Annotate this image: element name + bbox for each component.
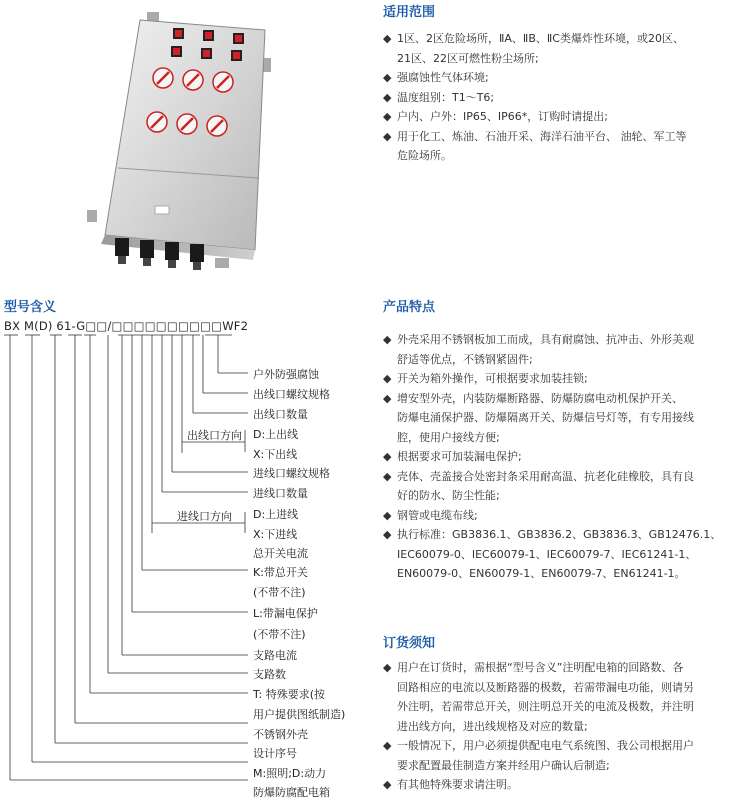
model-label: 进线口数量 [253, 487, 308, 500]
model-label: 出线口方向 [187, 429, 242, 442]
list-item: ◆ 温度组别：T1～T6; [383, 90, 495, 104]
model-label: 出线口数量 [253, 408, 308, 421]
model-label: 不锈钢外壳 [253, 728, 308, 741]
list-item: ◆ 开关为箱外操作，可根据要求加装挂锁; [383, 372, 588, 385]
model-title: 型号含义 [4, 300, 57, 315]
range-list [383, 29, 728, 166]
ordering-title: 订货须知 [383, 636, 436, 651]
model-label: (不带不注) [253, 586, 306, 599]
list-item: ◆ 外壳采用不锈钢板加工而成，具有耐腐蚀、抗冲击、外形美观 舒适等优点，不锈钢紧固件; [383, 333, 694, 366]
list-item: ◆ 户内、户外：IP65、IP66*，订购时请提出; [383, 110, 608, 123]
model-label: T: 特殊要求(按 [253, 688, 326, 701]
list-item: ◆ 1区、2区危险场所，ⅡA、ⅡB、ⅡC类爆炸性环境，或20区、 21区、22区可燃性粉尘场所; [383, 32, 684, 65]
model-label: L:带漏电保护 [253, 607, 318, 620]
model-label: D:上出线 [253, 428, 299, 441]
list-item: ◆ 有其他特殊要求请注明。 [383, 778, 518, 791]
ordering-list [383, 658, 728, 795]
model-code: BX M(D) 61-G□□/□□□□□□□□□□WF2 [4, 319, 249, 333]
model-label: 支路电流 [253, 649, 297, 662]
list-item: ◆ 强腐蚀性气体环境; [383, 71, 489, 84]
model-label: 进线口方向 [177, 510, 232, 523]
list-item: ◆ 根据要求可加装漏电保护; [383, 450, 522, 463]
model-label: 设计序号 [253, 747, 297, 760]
list-item: ◆ 一般情况下，用户必须提供配电电气系统图、我公司根据用户 要求配置最佳制造方案并经用户确认后制造; [383, 739, 694, 772]
list-item: ◆ 用户在订货时，需根据“型号含义”注明配电箱的回路数、各 回路相应的电流以及断路器的极数，若需带漏电功能，则请另 外注明，若需带总开关，则注明总开关的电流及极数，并注明 进出线方向，进出线规格及对应的数量; [383, 661, 694, 733]
features-title: 产品特点 [383, 300, 436, 315]
model-label: 防爆防腐配电箱 [253, 786, 330, 799]
model-label: 户外防强腐蚀 [253, 368, 319, 381]
model-label: D:上进线 [253, 508, 299, 521]
model-label: 用户提供图纸制造) [253, 708, 346, 721]
list-item: ◆ 壳体、壳盖接合处密封条采用耐高温、抗老化硅橡胶，具有良 好的防水、防尘性能; [383, 469, 694, 502]
model-label: X:下出线 [253, 448, 298, 461]
range-title: 适用范围 [383, 5, 436, 20]
model-label: (不带不注) [253, 628, 306, 641]
list-item: ◆ 用于化工、炼油、石油开采、海洋石油平台、 油轮、军工等 危险场所。 [383, 129, 687, 162]
model-label: 支路数 [253, 668, 286, 681]
list-item: ◆ 执行标准：GB3836.1、GB3836.2、GB3836.3、GB12476.1、 IEC60079-0、IEC60079-1、IEC60079-7、IEC61241-1、 EN60079-0、EN60079-1、EN60079-7、EN61241-1。 [383, 528, 722, 580]
model-label: X:下进线 [253, 528, 298, 541]
list-item: ◆ 增安型外壳，内装防爆断路器、防爆防腐电动机保护开关、 防爆电涌保护器、防爆隔离开关、防爆信号灯等，有专用接线 腔，使用户接线方便; [383, 391, 694, 444]
model-label: M:照明;D:动力 [253, 767, 327, 780]
model-label: 进线口螺纹规格 [253, 467, 330, 480]
model-label: 出线口螺纹规格 [253, 388, 330, 401]
list-item: ◆ 钢管或电缆布线; [383, 508, 478, 522]
model-label: K:带总开关 [253, 566, 308, 579]
model-label: 总开关电流 [253, 547, 308, 560]
features-list [383, 330, 728, 584]
